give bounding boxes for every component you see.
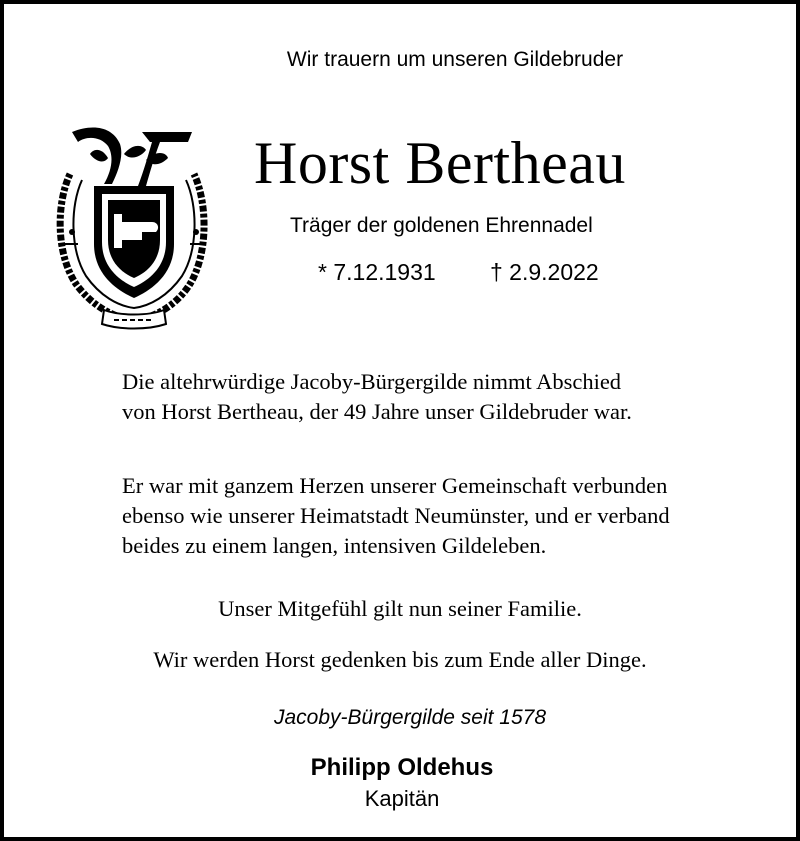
text-line: Er war mit ganzem Herzen unserer Gemeinschaft verbunden bbox=[122, 473, 668, 498]
guild-name: Jacoby-Bürgergilde seit 1578 bbox=[274, 706, 546, 729]
honor-line: Träger der goldenen Ehrennadel bbox=[290, 214, 593, 237]
death-date: † 2.9.2022 bbox=[490, 259, 599, 285]
remembrance-line: Wir werden Horst gedenken bis zum Ende aller Dinge. bbox=[153, 647, 647, 672]
intro-line: Wir trauern um unseren Gildebruder bbox=[286, 48, 624, 71]
guild-crest-icon bbox=[42, 114, 222, 334]
birth-date: * 7.12.1931 bbox=[318, 259, 436, 285]
text-line: von Horst Bertheau, der 49 Jahre unser Gildebruder war. bbox=[122, 399, 632, 424]
sympathy-line: Unser Mitgefühl gilt nun seiner Familie. bbox=[218, 596, 582, 621]
text-line: ebenso wie unserer Heimatstadt Neumünster, und er verband bbox=[122, 503, 670, 528]
farewell-paragraph bbox=[122, 367, 632, 427]
tribute-paragraph bbox=[122, 471, 670, 561]
signer-name: Philipp Oldehus bbox=[310, 754, 494, 781]
text-line: beides zu einem langen, intensiven Gildeleben. bbox=[122, 533, 547, 558]
text-line: Die altehrwürdige Jacoby-Bürgergilde nimmt Abschied bbox=[122, 369, 622, 394]
deceased-name: Horst Bertheau bbox=[254, 130, 626, 196]
signer-role: Kapitän bbox=[364, 786, 440, 811]
